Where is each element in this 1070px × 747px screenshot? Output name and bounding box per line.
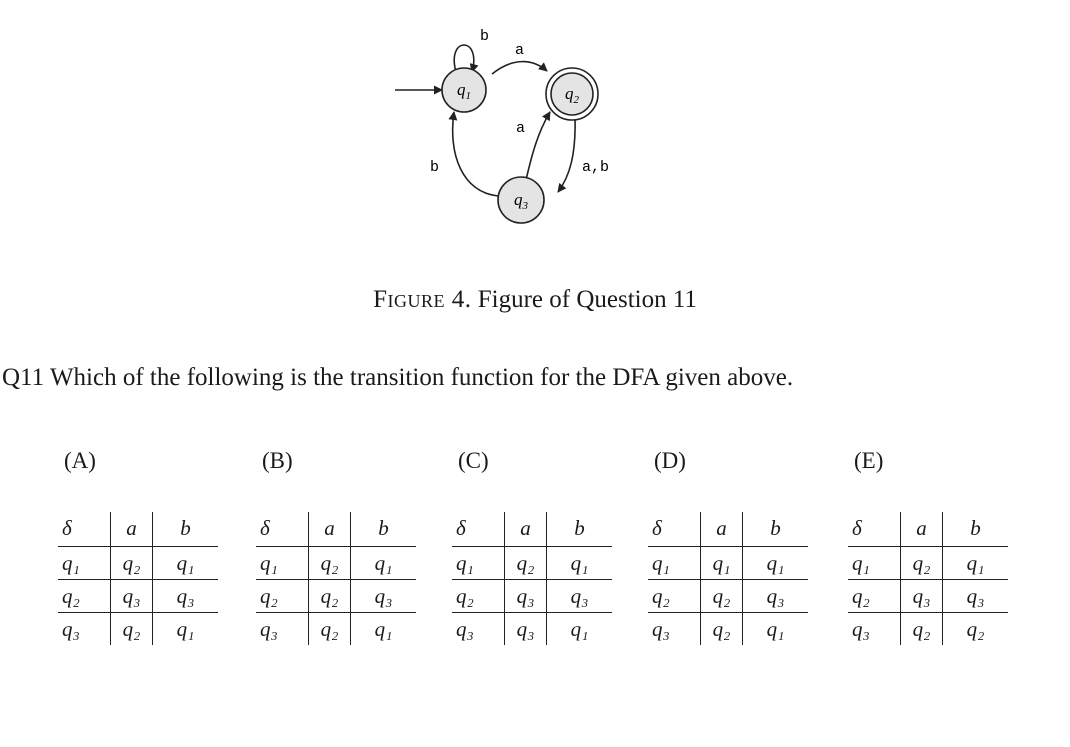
table-cell: q₃ xyxy=(900,580,942,613)
table-cell: q₃ xyxy=(62,617,80,641)
table-cell: q₂ xyxy=(110,613,152,646)
edge-q1-q2 xyxy=(492,62,547,74)
table-cell: q₁ xyxy=(966,551,985,575)
table-cell: q₃ xyxy=(110,580,152,613)
table-cell: q₁ xyxy=(852,551,870,575)
header-a: a xyxy=(700,512,742,547)
figure-text: Figure of Question 11 xyxy=(477,286,697,313)
table-row xyxy=(648,547,808,580)
option-label: (D) xyxy=(654,448,686,473)
label-q3-q2: a xyxy=(516,120,526,137)
table-cell: q₃ xyxy=(374,584,393,608)
transition-table xyxy=(648,512,808,645)
svg-text:q3: $q_3$ xyxy=(514,190,528,212)
header-delta: δ xyxy=(456,516,466,540)
table-row xyxy=(256,547,416,580)
table-cell: q₃ xyxy=(456,617,474,641)
option-a[interactable] xyxy=(58,448,233,645)
table-row xyxy=(452,613,612,646)
option-e[interactable] xyxy=(848,448,1023,645)
header-b: b xyxy=(770,516,781,540)
transition-table xyxy=(848,512,1008,645)
table-cell: q₁ xyxy=(766,617,785,641)
table-cell: q₂ xyxy=(504,547,546,580)
table-cell: q₁ xyxy=(700,547,742,580)
header-delta: δ xyxy=(852,516,862,540)
table-row xyxy=(848,547,1008,580)
header-a: a xyxy=(110,512,152,547)
table-cell: q₁ xyxy=(570,551,589,575)
header-b: b xyxy=(970,516,981,540)
transition-table xyxy=(58,512,218,645)
table-cell: q₂ xyxy=(700,613,742,646)
label-q1-q2: a xyxy=(515,42,525,59)
table-cell: q₃ xyxy=(176,584,195,608)
table-row xyxy=(848,613,1008,646)
table-cell: q₃ xyxy=(570,584,589,608)
header-b: b xyxy=(574,516,585,540)
table-cell: q₂ xyxy=(308,613,350,646)
table-row xyxy=(452,580,612,613)
label-q2-q3: a,b xyxy=(582,159,610,176)
table-cell: q₁ xyxy=(570,617,589,641)
table-cell: q₁ xyxy=(62,551,80,575)
transition-table xyxy=(256,512,416,645)
svg-text:q2: $q_2$ xyxy=(565,84,579,106)
transition-table xyxy=(452,512,612,645)
header-a: a xyxy=(308,512,350,547)
table-cell: q₁ xyxy=(766,551,785,575)
table-row xyxy=(58,547,218,580)
table-row xyxy=(58,580,218,613)
table-cell: q₁ xyxy=(260,551,278,575)
state-q1 xyxy=(442,68,486,112)
table-cell: q₃ xyxy=(852,617,870,641)
table-cell: q₃ xyxy=(652,617,670,641)
table-cell: q₂ xyxy=(852,584,870,608)
table-cell: q₁ xyxy=(374,551,393,575)
edge-q3-q1 xyxy=(453,112,498,196)
option-label: (C) xyxy=(458,448,489,473)
table-cell: q₂ xyxy=(700,580,742,613)
table-cell: q₂ xyxy=(966,617,985,641)
table-row xyxy=(256,613,416,646)
table-cell: q₂ xyxy=(652,584,670,608)
option-c[interactable] xyxy=(452,448,627,645)
table-cell: q₃ xyxy=(504,580,546,613)
table-row xyxy=(256,580,416,613)
label-q1-q1: b xyxy=(480,28,490,45)
figure-caption xyxy=(0,286,1070,314)
table-row xyxy=(648,613,808,646)
table-cell: q₁ xyxy=(456,551,474,575)
label-q3-q1: b xyxy=(430,159,440,176)
question xyxy=(2,364,793,392)
edge-q3-q2 xyxy=(526,112,550,180)
table-cell: q₁ xyxy=(176,617,195,641)
table-cell: q₂ xyxy=(900,547,942,580)
header-b: b xyxy=(378,516,389,540)
header-delta: δ xyxy=(62,516,72,540)
table-cell: q₂ xyxy=(308,547,350,580)
figure-label: Figure 4. xyxy=(373,286,472,313)
dfa-diagram xyxy=(390,14,640,234)
option-b[interactable] xyxy=(256,448,431,645)
header-delta: δ xyxy=(652,516,662,540)
table-cell: q₃ xyxy=(504,613,546,646)
table-cell: q₂ xyxy=(900,613,942,646)
table-cell: q₂ xyxy=(62,584,80,608)
edge-q2-q3 xyxy=(558,118,575,192)
header-b: b xyxy=(180,516,191,540)
table-cell: q₂ xyxy=(456,584,474,608)
table-row xyxy=(648,580,808,613)
table-cell: q₁ xyxy=(652,551,670,575)
table-cell: q₁ xyxy=(374,617,393,641)
option-d[interactable] xyxy=(648,448,823,645)
table-cell: q₃ xyxy=(966,584,985,608)
header-a: a xyxy=(504,512,546,547)
state-q2 xyxy=(546,68,598,120)
table-cell: q₂ xyxy=(110,547,152,580)
option-label: (B) xyxy=(262,448,293,473)
option-label: (A) xyxy=(64,448,96,473)
table-cell: q₃ xyxy=(260,617,278,641)
table-cell: q₂ xyxy=(308,580,350,613)
table-cell: q₂ xyxy=(260,584,278,608)
table-row xyxy=(452,547,612,580)
svg-text:q1: $q_1$ xyxy=(457,80,471,102)
header-delta: δ xyxy=(260,516,270,540)
question-number: Q11 xyxy=(2,364,45,391)
option-label: (E) xyxy=(854,448,884,473)
question-text: Which of the following is the transition function for the DFA given above. xyxy=(49,364,794,391)
table-row xyxy=(848,580,1008,613)
table-row xyxy=(58,613,218,646)
table-cell: q₃ xyxy=(766,584,785,608)
state-q3 xyxy=(498,177,544,223)
header-a: a xyxy=(900,512,942,547)
table-cell: q₁ xyxy=(176,551,195,575)
